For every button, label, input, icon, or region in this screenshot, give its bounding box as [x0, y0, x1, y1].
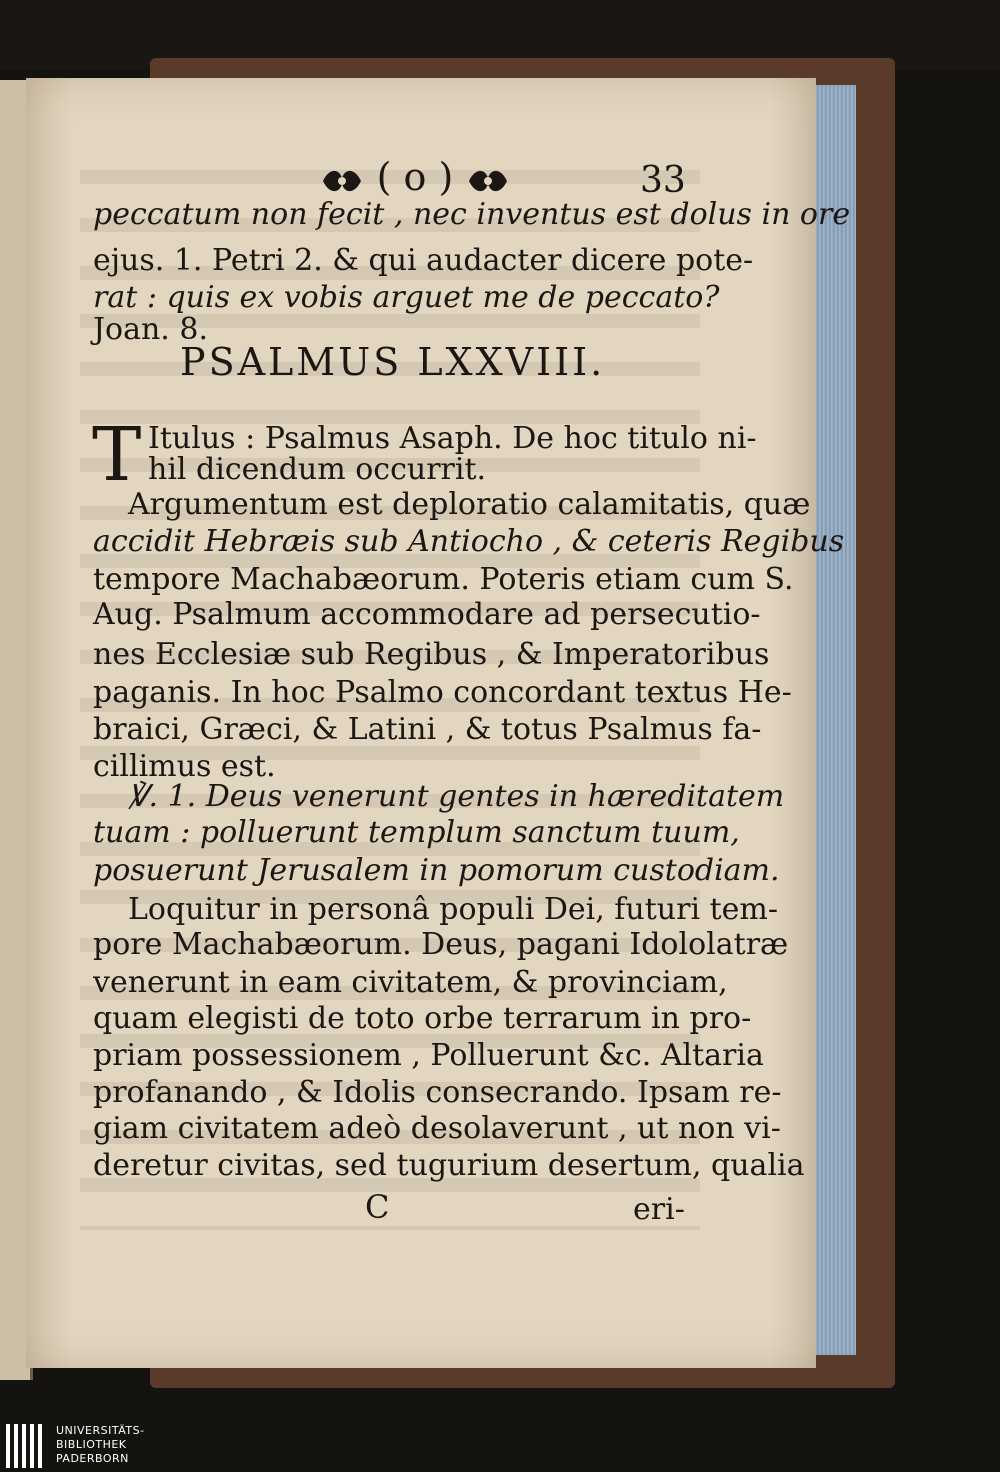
text-line: peccatum non fecit , nec inventus est dolus in ore	[93, 197, 851, 232]
verse-line: posuerunt Jerusalem in pomorum custodiam.	[93, 853, 780, 888]
text-line: Itulus : Psalmus Asaph. De hoc titulo ni-	[148, 421, 757, 456]
header-ornament-text: ( o )	[376, 155, 454, 199]
library-logo-icon	[0, 1420, 50, 1472]
drop-cap: T	[92, 412, 142, 498]
running-header	[310, 155, 520, 200]
catchword: eri-	[633, 1192, 685, 1227]
text-line: Argumentum est deploratio calamitatis, quæ	[128, 487, 811, 522]
verse-line: tuam : polluerunt templum sanctum tuum,	[93, 815, 740, 850]
text-line: priam possessionem , Polluerunt &c. Altaria	[93, 1038, 764, 1073]
page-number: 33	[640, 160, 686, 201]
text-line: deretur civitas, sed tugurium desertum, qualia	[93, 1148, 805, 1183]
text-line: rat : quis ex vobis arguet me de peccato?	[93, 280, 720, 315]
fleuron-right-icon	[465, 164, 511, 198]
library-name-line: PADERBORN	[56, 1452, 129, 1465]
text-line: pore Machabæorum. Deus, pagani Idololatræ	[93, 927, 789, 962]
text-line: Loquitur in personâ populi Dei, futuri tem-	[128, 892, 778, 927]
signature-mark: C	[365, 1188, 390, 1226]
text-line: braici, Græci, & Latini , & totus Psalmus fa-	[93, 712, 762, 747]
library-name-line: UNIVERSITÄTS-	[56, 1424, 145, 1437]
text-line: tempore Machabæorum. Poteris etiam cum S.	[93, 562, 794, 597]
text-line: Joan. 8.	[93, 312, 208, 347]
text-line: ejus. 1. Petri 2. & qui audacter dicere pote-	[93, 243, 754, 278]
fleuron-left-icon	[319, 164, 365, 198]
library-name-line: BIBLIOTHEK	[56, 1438, 127, 1451]
text-line: accidit Hebræis sub Antiocho , & ceteris Regibus	[93, 524, 845, 559]
text-line: venerunt in eam civitatem, & provinciam,	[93, 965, 728, 1000]
text-line: cillimus est.	[93, 749, 276, 784]
text-line: paganis. In hoc Psalmo concordant textus He-	[93, 675, 792, 710]
section-title: PSALMUS LXXVIII.	[180, 340, 606, 384]
text-line: Aug. Psalmum accommodare ad persecutio-	[93, 597, 761, 632]
text-line: nes Ecclesiæ sub Regibus , & Imperatoribus	[93, 637, 770, 672]
text-line: quam elegisti de toto orbe terrarum in pro-	[93, 1001, 752, 1036]
text-line: giam civitatem adeò desolaverunt , ut non vi-	[93, 1111, 781, 1146]
verse-line: ℣. 1. Deus venerunt gentes in hæreditatem	[128, 779, 785, 814]
text-line: profanando , & Idolis consecrando. Ipsam re-	[93, 1075, 782, 1110]
text-line: hil dicendum occurrit.	[148, 452, 487, 487]
